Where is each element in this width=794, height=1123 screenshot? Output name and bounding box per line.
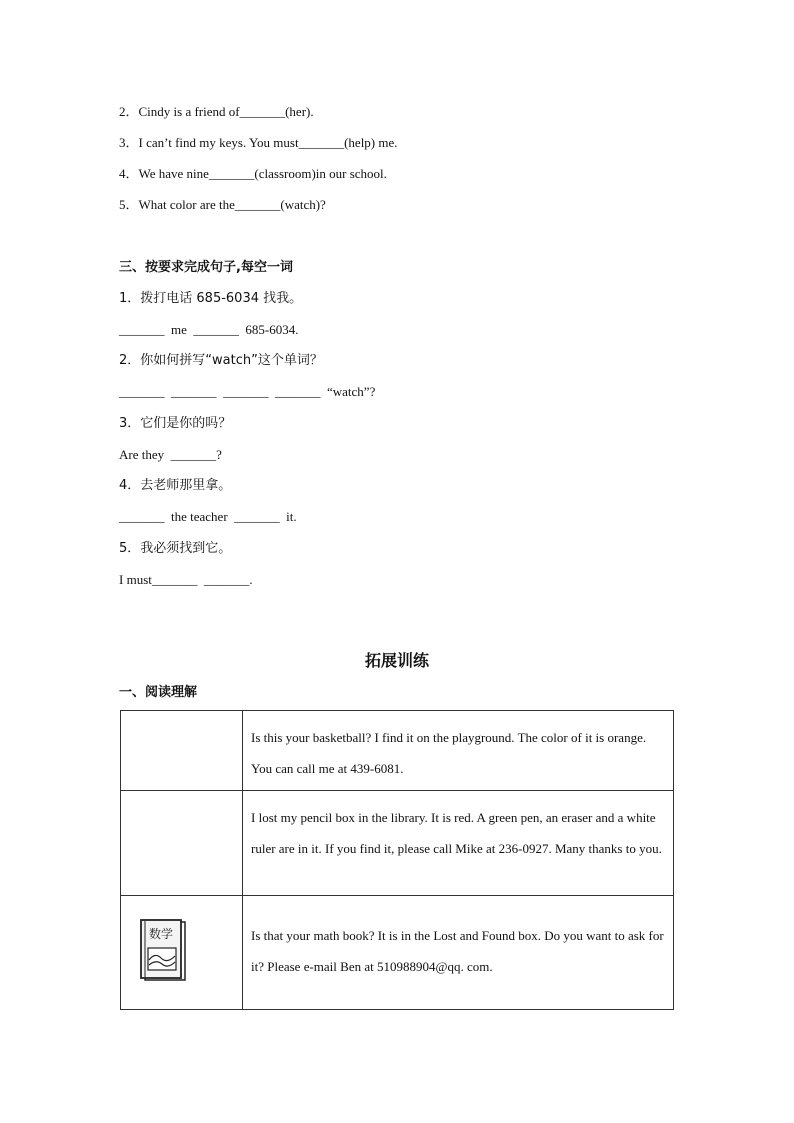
sentence-prompt: 2．你如何拼写“watch”这个单词？ (119, 353, 323, 368)
picture-cell (121, 711, 243, 791)
notice-text: I lost my pencil box in the library. It is red. A green pen, an eraser and a white ruler are in it. If you find it, please call Mike at 236-0927. Many thanks to you. (243, 791, 674, 896)
notice-text: Is this your basketball? I find it on the playground. The color of it is orange. You can call me at 439-6081. (243, 711, 674, 791)
sentence-answer: I must_______ _______. (119, 572, 253, 587)
sentence-answer: _______ _______ _______ _______ “watch”? (119, 384, 376, 399)
sentence-answer: _______ the teacher _______ it. (119, 509, 297, 524)
exercise-item: 3．I can’t find my keys. You must_______(help) me. (119, 135, 398, 150)
notice-text: Is that your math book? It is in the Lost and Found box. Do you want to ask for it? Please e-mail Ben at 510988904@qq. com. (243, 896, 674, 1010)
sentence-prompt: 5．我必须找到它。 (119, 541, 232, 556)
exercise-item: 4．We have nine_______(classroom)in our school. (119, 166, 387, 181)
reading-title: 一、阅读理解 (119, 685, 198, 700)
extension-heading: 拓展训练 (364, 651, 429, 670)
sentence-prompt: 3．它们是你的吗？ (119, 416, 232, 431)
table-row (121, 791, 674, 896)
book-label: 数学 (148, 927, 174, 941)
exercise-item: 5．What color are the_______(watch)? (119, 197, 326, 212)
table-row (121, 896, 674, 1010)
sentence-prompt: 4．去老师那里拿。 (119, 478, 232, 493)
table-row (121, 711, 674, 791)
sentence-answer: _______ me _______ 685-6034. (119, 322, 299, 337)
section-title: 三、按要求完成句子,每空一词 (119, 260, 293, 275)
picture-cell (121, 896, 243, 1010)
sentence-answer: Are they _______? (119, 447, 222, 462)
sentence-prompt: 1．拨打电话 685-6034 找我。 (119, 291, 303, 306)
math-book-icon (139, 918, 189, 984)
exercise-item: 2．Cindy is a friend of_______(her). (119, 104, 314, 119)
reading-table (120, 710, 674, 1010)
picture-cell (121, 791, 243, 896)
